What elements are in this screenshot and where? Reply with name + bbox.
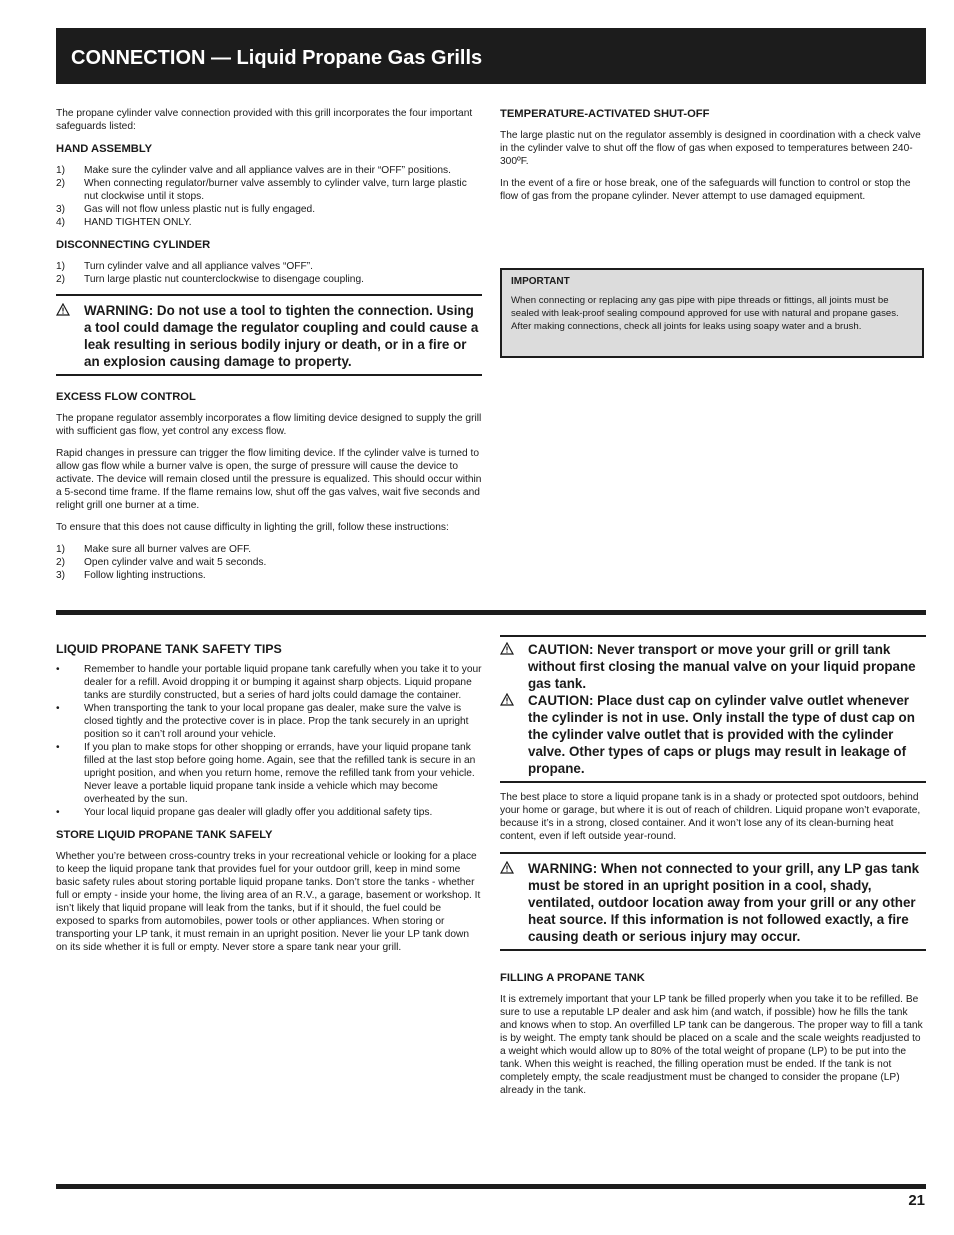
important-box	[500, 268, 924, 358]
footer-divider	[56, 1184, 926, 1189]
storage-location-text: The best place to store a liquid propane tank is in a shady or protected spot outdoors, behind your home or garage, but where it is out of reach of children. Liquid propane won’t evaporate, because it’s in a strong, closed container. And it won’t lose any of its clean-burning heat content, even if left outside year-round.	[500, 792, 921, 842]
list-item: 4) HAND TIGHTEN ONLY.	[56, 217, 192, 228]
important-text: When connecting or replacing any gas pipe with pipe threads or fittings, all joints must be sealed with leak-proof sealing compound approved for use with natural and propane gases. After making connections, check all joints for leaks using soapy water and a brush.	[511, 295, 899, 332]
filling-text: It is extremely important that your LP tank be filled properly when you take it to be refilled. Be sure to use a reputable LP dealer and ask him (and watch, if possible) how he fills the tank and knows when to stop. An overfilled LP tank can be dangerous. The proper way to fill a tank is by weight. The empty tank should be placed on a scale and the scale weights readjusted to a weight which would allow up to 80% of the total weight of propane (LP) to be put into the tank. When this weight is reached, the filling operation must be ended. If the tank is not completely empty, the scale readjustment must be changed to consider the propane (LP) already in the tank.	[500, 994, 923, 1096]
header-banner	[56, 28, 926, 84]
disconnecting-heading: DISCONNECTING CYLINDER	[56, 239, 211, 251]
tool-warning-box	[56, 294, 482, 376]
hand-assembly-list	[56, 164, 482, 229]
page-title: CONNECTION — Liquid Propane Gas Grills	[71, 47, 483, 69]
excess-flow-p2: Rapid changes in pressure can trigger the flow limiting device. If the cylinder valve is turned to allow gas flow while a burner valve is open, the surge of pressure will cause the device to activate. The device will remain closed until the pressure is equalized. This should occur within a 5-second time frame. If the flame remains low, shut off the gas valves, wait five seconds and relight grill one burner at a time.	[56, 448, 482, 511]
hand-assembly-heading: HAND ASSEMBLY	[56, 143, 153, 155]
storage-warning-row	[500, 860, 926, 945]
left-top-column	[56, 107, 482, 591]
caution-text-2: CAUTION: Place dust cap on cylinder valve outlet whenever the cylinder is not in use. Only install the type of dust cap on the cylinder valve outlet that is provided with the cylinder valve. Other types of caps or plugs may result in leakage of propane.	[528, 693, 915, 776]
storage-warning-box	[500, 852, 926, 951]
list-item: • When transporting the tank to your local propane gas dealer, make sure the valve is closed tightly and the protective cover is in place. Prop the tank securely in an upright position so it can’t roll around your vehicle.	[56, 703, 469, 740]
intro-text: The propane cylinder valve connection provided with this grill incorporates the four important safeguards listed:	[56, 108, 473, 132]
excess-flow-p3: To ensure that this does not cause difficulty in lighting the grill, follow these instructions:	[56, 522, 449, 533]
warning-triangle-icon	[500, 861, 514, 874]
excess-flow-list	[56, 543, 482, 582]
warning-text-row	[56, 302, 482, 370]
list-item: 2) Turn large plastic nut counterclockwise to disengage coupling.	[56, 274, 364, 285]
important-heading: IMPORTANT	[511, 276, 570, 287]
caution-text-1: CAUTION: Never transport or move your grill or grill tank without first closing the manual valve on your liquid propane gas tank.	[528, 642, 916, 691]
list-item: 3) Gas will not flow unless plastic nut is fully engaged.	[56, 204, 316, 215]
list-item: 2) When connecting regulator/burner valve assembly to cylinder valve, turn large plastic nut clockwise until it stops.	[56, 178, 467, 202]
page-number: 21	[908, 1192, 925, 1209]
warning-triangle-icon	[500, 693, 514, 706]
list-item: • Your local liquid propane gas dealer will gladly offer you additional safety tips.	[56, 807, 433, 818]
list-item: • Remember to handle your portable liquid propane tank carefully when you take it to your dealer for a refill. Avoid dropping it or bumping it against sharp objects. Liquid propane tanks are sturdily constructed, but a series of hard jolts could damage the container.	[56, 664, 482, 701]
excess-flow-p1: The propane regulator assembly incorporates a flow limiting device designed to supply the grill with sufficient gas flow, yet control any excess flow.	[56, 413, 482, 437]
excess-flow-heading: EXCESS FLOW CONTROL	[56, 391, 196, 403]
disconnecting-list	[56, 260, 482, 286]
list-item: • If you plan to make stops for other shopping or errands, have your liquid propane tank filled at the last stop before going home. Again, see that the refilled tank is secure in an upright position, and when you return home, remove the refilled tank from your vehicle. Never leave a portable liquid propane tank inside a vehicle which may become overheated by the sun.	[56, 742, 476, 805]
store-text: Whether you’re between cross-country treks in your recreational vehicle or looking for a place to keep the liquid propane tank that provides fuel for your outdoor grill, keep in mind some basic safety rules about storing portable liquid propane tanks. Don’t store the tanks - whether full or empty - inside your home, the living area of an R.V., a garage, basement or workshop. It isn’t likely that liquid propane will leak from the tanks, but if it should, the fuel could be exposed to sparks from automobiles, power tools or other appliances. When storing or transporting your LP tank, it must remain in an upright position. Never lie your LP tank down on its side whether it is full or empty. Never store a spare tank near your grill.	[56, 851, 481, 953]
storage-warning-text: WARNING: When not connected to your grill, any LP gas tank must be stored in an upright position in a cool, shady, ventilated, outdoor location away from your grill or any other heat source. If this information is not followed exactly, a fire causing death or serious injury may occur.	[528, 861, 920, 944]
right-top-column	[500, 107, 926, 212]
tips-heading: LIQUID PROPANE TANK SAFETY TIPS	[56, 642, 282, 656]
section-divider	[56, 610, 926, 615]
caution-box	[500, 635, 926, 783]
temp-shutoff-heading: TEMPERATURE-ACTIVATED SHUT-OFF	[500, 108, 710, 120]
left-bottom-column	[56, 642, 482, 963]
temp-shutoff-p2: In the event of a fire or hose break, one of the safeguards will function to control or stop the flow of gas from the propane cylinder. Never attempt to use damaged equipment.	[500, 178, 911, 202]
tips-list	[56, 663, 482, 819]
warning-text: WARNING: Do not use a tool to tighten the connection. Using a tool could damage the regulator coupling and could cause a leak resulting in serious bodily injury or death, or in a fire or an explosion causing damage to property.	[84, 303, 479, 369]
store-heading: STORE LIQUID PROPANE TANK SAFELY	[56, 829, 273, 841]
list-item: 1) Make sure all burner valves are OFF.	[56, 544, 252, 555]
filling-heading: FILLING A PROPANE TANK	[500, 972, 645, 984]
list-item: 1) Make sure the cylinder valve and all appliance valves are in their “OFF” positions.	[56, 165, 451, 176]
warning-triangle-icon	[56, 303, 70, 316]
list-item: 3) Follow lighting instructions.	[56, 570, 206, 581]
warning-triangle-icon	[500, 642, 514, 655]
list-item: 2) Open cylinder valve and wait 5 seconds.	[56, 557, 267, 568]
caution-row-2	[500, 692, 926, 777]
list-item: 1) Turn cylinder valve and all appliance valves “OFF”.	[56, 261, 313, 272]
right-bottom-column	[500, 635, 926, 1106]
caution-row-1	[500, 641, 926, 692]
temp-shutoff-p1: The large plastic nut on the regulator assembly is designed in coordination with a check valve in the cylinder valve to shut off the flow of gas when exposed to temperatures between 240-300ºF.	[500, 130, 921, 167]
